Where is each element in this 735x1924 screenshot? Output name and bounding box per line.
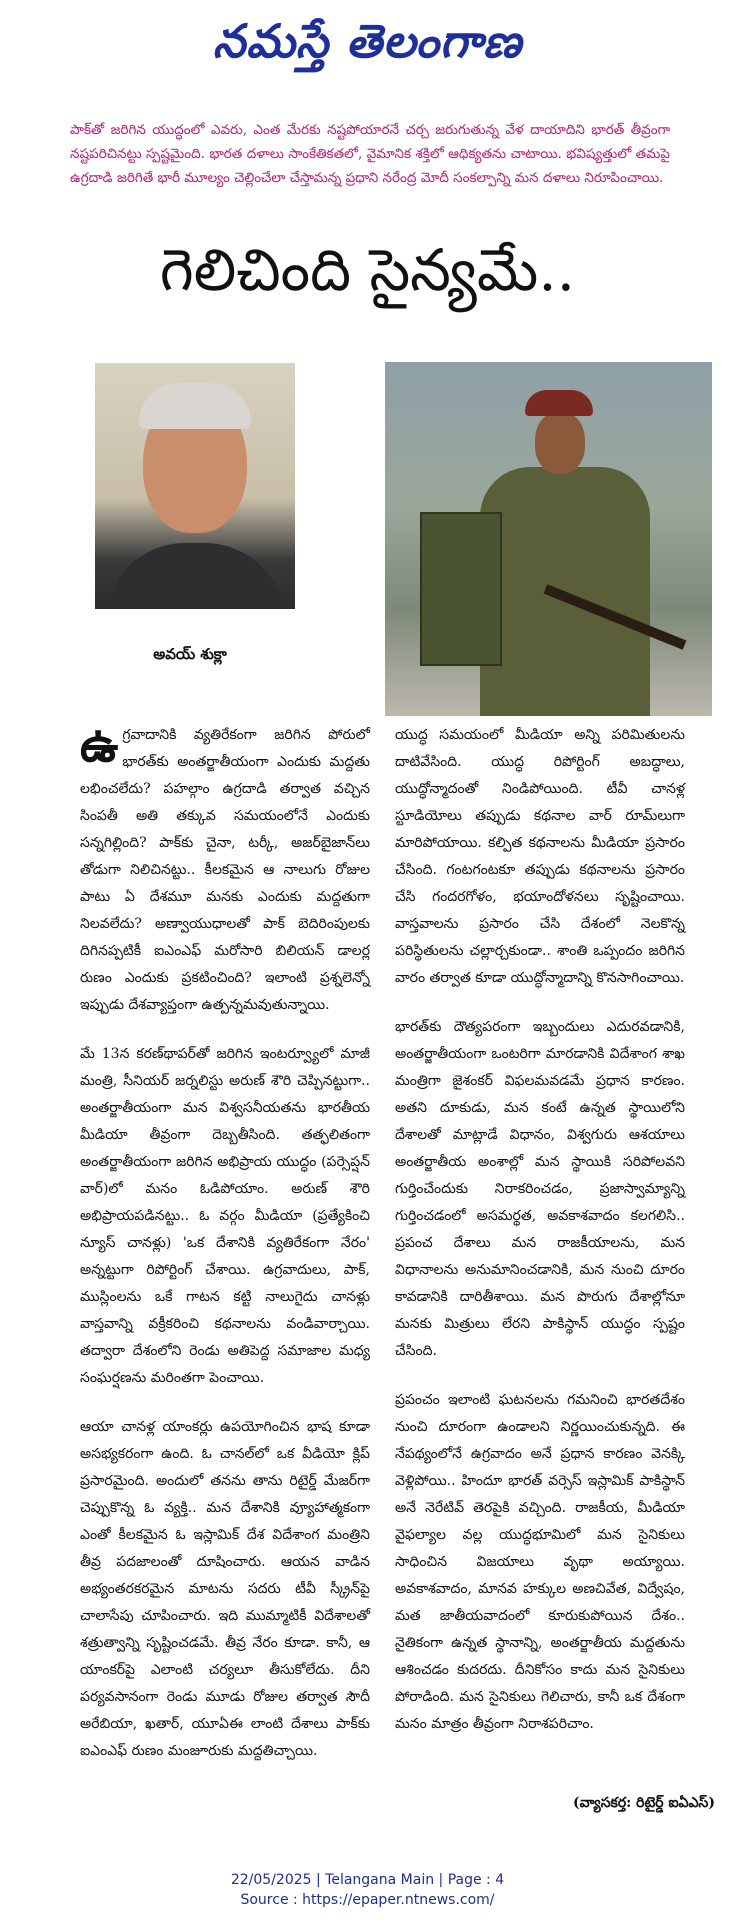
author-signoff: (వ్యాసకర్త: రిటైర్డ్ ఐఏఎస్): [572, 1795, 715, 1811]
article-paragraph: ఆయా చానళ్ల యాంకర్లు ఉపయోగించిన భాష కూడా అసభ్యకరంగా ఉంది. ఓ చానల్‌లో ఒక వీడియో క్లిప్ ప్రసారమైంది. అందులో తనను తాను రిటైర్డ్ మేజర్‌గా చెప్పుకొన్న ఓ వ్యక్తి.. మన దేశానికి వ్యూహాత్మకంగా ఎంతో కీలకమైన ఓ ఇస్లామిక్ దేశ విదేశాంగ మంత్రిని తీవ్ర పదజాలంతో దూషించారు. ఆయన వాడిన అభ్యంతరకరమైన మాటను సదరు టీవీ స్క్రీన్‌పై చాలాసేపు చూపించారు. ఇది ముమ్మాటికీ విదేశాలతో శత్రుత్వాన్ని సృష్టించడమే. తీవ్ర నేరం కూడా. కానీ, ఆ యాంకర్‌పై ఎలాంటి చర్యలూ తీసుకోలేదు. దీని పర్యవసానంగా రెండు మూడు రోజుల తర్వాత సౌదీ అరేబియా, ఖతార్, యూఏఈ లాంటి దేశాలు పాక్‌కు ఐఎంఎఫ్ రుణం మంజూరుకు మద్దతిచ్చాయి.: [80, 1419, 370, 1759]
footer-source-link[interactable]: Source : https://epaper.ntnews.com/: [240, 1892, 495, 1908]
soldier-beret: [525, 390, 593, 416]
article-column-left: [80, 717, 370, 1787]
masthead-title: నమస్తే తెలంగాణ: [212, 14, 523, 68]
article-paragraph: భారత్‌కు దౌత్యపరంగా ఇబ్బందులు ఎదురవడానికి, అంతర్జాతీయంగా ఒంటరిగా మారడానికి విదేశాంగ శాఖ మంత్రిగా జైశంకర్ విఫలమవడమే ప్రధాన కారణం. అతని దూకుడు, మన కంటే ఉన్నత స్థాయిలోని దేశాలతో మాట్లాడే విధానం, విశ్వగురు ఆశయాలు అంతర్జాతీయ అంశాల్లో మన స్థాయికి సరిపోలవని గుర్తించేందుకు నిరాకరించడం, ప్రజాస్వామ్యాన్ని గుర్తించడంలో అసమర్థత, అవకాశవాదం కలగలిసి.. ప్రపంచ దేశాలు మన రాజకీయాలను, మన విధానాలను అనుమానించడానికి, మన నుంచి దూరం కావడానికి దారితీశాయి. మన పొరుగు దేశాల్లోనూ మనకు మిత్రులు లేరని పాకిస్థాన్ యుద్ధం స్పష్టం చేసింది.: [395, 1019, 685, 1359]
article-paragraph: యుద్ధ సమయంలో మీడియా అన్ని పరిమితులను దాటివేసింది. యుద్ధ రిపోర్టింగ్ అబద్ధాలు, యుద్ధోన్మాదంతో నిండిపోయింది. టీవీ చానళ్ల స్టూడియోలు తప్పుడు కథనాల వార్ రూమ్‌లుగా మారిపోయాయి. కల్పిత కథనాలను మీడియా ప్రసారం చేసింది. గంటగంటకూ తప్పుడు కథనాలను ప్రసారం చేసి గందరగోళం, భయాందోళనలు సృష్టించాయి. వాస్తవాలను ప్రసారం చేసి దేశంలో నెలకొన్న పరిస్థితులను చల్లార్చకుండా.. శాంతి ఒప్పందం జరిగిన వారం తర్వాత కూడా యుద్ధోన్మాదాన్ని కొనసాగించాయి.: [395, 727, 685, 986]
soldier-photo: [385, 362, 712, 716]
author-byline: అవయ్ శుక్లా: [153, 645, 227, 663]
author-photo: [95, 363, 295, 609]
author-shirt: [105, 543, 285, 609]
author-hair: [139, 383, 251, 429]
page-footer: [0, 1870, 735, 1910]
article-column-right: [395, 722, 685, 1760]
article-paragraph: మే 13న కరణ్‌థాపర్‌తో జరిగిన ఇంటర్వ్యూలో మాజీ మంత్రి, సీనియర్ జర్నలిస్టు అరుణ్ శౌరి చెప్పినట్టుగా.. అంతర్జాతీయంగా మన విశ్వసనీయతను భారతీయ మీడియా తీవ్రంగా దెబ్బతీసింది. తత్ఫలితంగా అంతర్జాతీయంగా జరిగిన అభిప్రాయ యుద్ధం (పర్సెప్షన్ వార్)లో మనం ఓడిపోయాం. అరుణ్ శౌరి అభిప్రాయపడినట్టు.. ఓ వర్గం మీడియా (ప్రత్యేకించి న్యూస్ చానళ్లు) 'ఒక దేశానికి వ్యతిరేకంగా నేరం' అన్నట్టుగా రిపోర్టింగ్ చేశాయి. ఉగ్రవాదులు, పాక్, ముస్లింలను ఒకే గాటన కట్టి నాలుగైదు చానళ్లు వాస్తవాన్ని వక్రీకరించి కథనాలను వండివార్చాయి. తద్వారా దేశంలోని రెండు అతిపెద్ద సమాజాల మధ్య సంఘర్షణను మరింతగా పెంచాయి.: [80, 1046, 370, 1386]
intro-paragraph: పాక్‌తో జరిగిన యుద్ధంలో ఎవరు, ఎంత మేరకు నష్టపోయారనే చర్చ జరుగుతున్న వేళ దాయాదిని భారత్ తీవ్రంగా నష్టపరిచినట్టు స్పష్టమైంది. భారత దళాలు సాంకేతికతలో, వైమానిక శక్తిలో ఆధిక్యతను చాటాయి. భవిష్యత్తులో తమపై ఉగ్రదాడి జరిగితే భారీ మూల్యం చెల్లించేలా చేస్తామన్న ప్రధాని నరేంద్ర మోదీ సంకల్పాన్ని మన దళాలు నిరూపించాయి.: [70, 122, 670, 186]
soldier-head: [535, 412, 585, 474]
article-paragraph: ఉగ్రవాదానికి వ్యతిరేకంగా జరిగిన పోరులో భారత్‌కు అంతర్జాతీయంగా ఎందుకు మద్దతు లభించలేదు? పహల్గాం ఉగ్రదాడి తర్వాత వచ్చిన సింపతీ అతి తక్కువ సమయంలోనే ఎందుకు సన్నగిల్లింది? పాక్‌కు చైనా, టర్కీ, అజర్‌బైజాన్‌లు తోడుగా నిలిచినట్టు.. కీలకమైన ఆ నాలుగు రోజుల పాటు ఏ దేశమూ మనకు ఎందుకు మద్దతుగా నిలవలేదు? అణ్వాయుధాలతో పాక్ బెదిరింపులకు దిగినప్పటికీ ఐఎంఎఫ్ మరోసారి బిలియన్ డాలర్ల రుణం ఎందుకు ప్రకటించింది? ఇలాంటి ప్రశ్నలెన్నో ఇప్పుడు దేశవ్యాప్తంగా ఉత్పన్నమవుతున్నాయి.: [80, 717, 370, 1013]
dropcap: ఉ: [80, 717, 119, 773]
headline: గెలిచింది సైన్యమే..: [159, 236, 576, 304]
radio-pack: [420, 512, 502, 666]
footer-date-edition: 22/05/2025 | Telangana Main | Page : 4: [230, 1872, 505, 1888]
article-paragraph: ప్రపంచం ఇలాంటి ఘటనలను గమనించి భారతదేశం నుంచి దూరంగా ఉండాలని నిర్ణయించుకున్నది. ఈ నేపథ్యంలోనే ఉగ్రవాదం అనే ప్రధాన కారణం వెనక్కి వెళ్లిపోయి.. హిందూ భారత్ వర్సెస్ ఇస్లామిక్ పాకిస్థాన్ అనే నెరేటివ్ తెరపైకి వచ్చింది. రాజకీయ, మీడియా వైఫల్యాల వల్ల యుద్ధభూమిలో మన సైనికులు సాధించిన విజయాలు వృథా అయ్యాయి. అవకాశవాదం, మానవ హక్కుల అణచివేత, విద్వేషం, మత జాతీయవాదంలో కూరుకుపోయిన దేశం.. నైతికంగా ఉన్నత స్థానాన్ని, అంతర్జాతీయ మద్దతును ఆశించడం కుదరదు. దీనికోసం కాదు మన సైనికులు పోరాడింది. మన సైనికులు గెలిచారు, కానీ ఒక దేశంగా మనం మాత్రం తీవ్రంగా నిరాశపరిచాం.: [395, 1392, 685, 1732]
